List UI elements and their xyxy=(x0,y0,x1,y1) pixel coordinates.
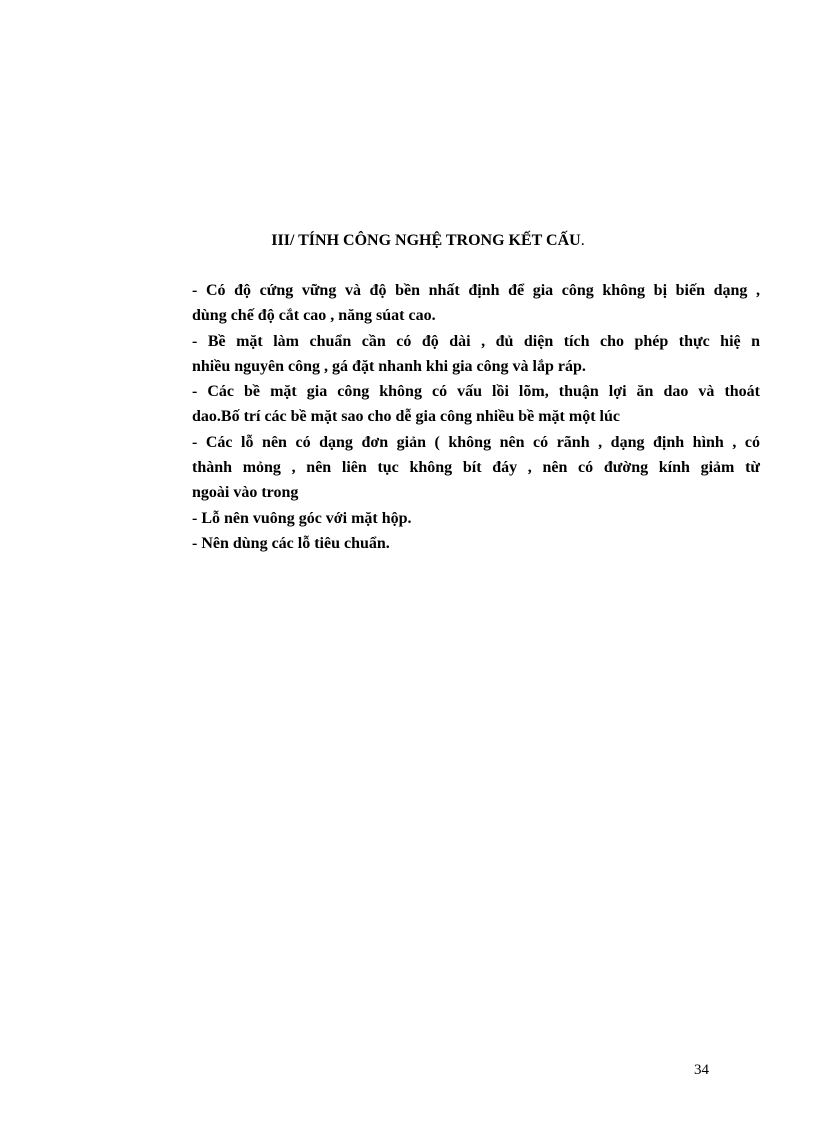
list-item xyxy=(192,531,760,556)
section-heading-period: . xyxy=(580,232,585,249)
list-item-line: - Nên dùng các lỗ tiêu chuẩn. xyxy=(192,534,390,552)
list-item-line: dùng chế độ cắt cao , năng súat cao. xyxy=(192,307,436,325)
list-item xyxy=(192,329,760,380)
requirements-list xyxy=(192,278,760,556)
list-item-line: - Có độ cứng vững và độ bền nhất định để gia công không bị biến dạng , xyxy=(192,282,760,299)
section-heading xyxy=(0,231,816,251)
section-heading-text: III/ TÍNH CÔNG NGHỆ TRONG KẾT CẤU xyxy=(271,232,581,249)
list-item xyxy=(192,379,760,430)
list-item xyxy=(192,506,760,531)
list-item-line: dao.Bố trí các bề mặt sao cho dễ gia công nhiều bề mặt một lúc xyxy=(192,408,620,426)
list-item-line: nhiều nguyên công , gá đặt nhanh khi gia công và lắp ráp. xyxy=(192,357,586,375)
list-item xyxy=(192,430,760,506)
page-number: 34 xyxy=(694,1062,709,1078)
list-item xyxy=(192,278,760,329)
list-item-line: - Các bề mặt gia công không có vấu lồi lõm, thuận lợi ăn dao và thoát xyxy=(192,383,760,401)
list-item-line: - Lỗ nên vuông góc với mặt hộp. xyxy=(192,509,412,527)
list-item-line: - Các lỗ nên có dạng đơn giản ( không nên có rãnh , dạng định hình , có xyxy=(192,433,760,451)
list-item-line: thành mỏng , nên liên tục không bít đáy , nên có đường kính giảm từ xyxy=(192,459,760,477)
list-item-line: - Bề mặt làm chuẩn cần có độ dài , đủ diện tích cho phép thực hiệ n xyxy=(192,332,760,350)
list-item-line: ngoài vào trong xyxy=(192,484,299,502)
